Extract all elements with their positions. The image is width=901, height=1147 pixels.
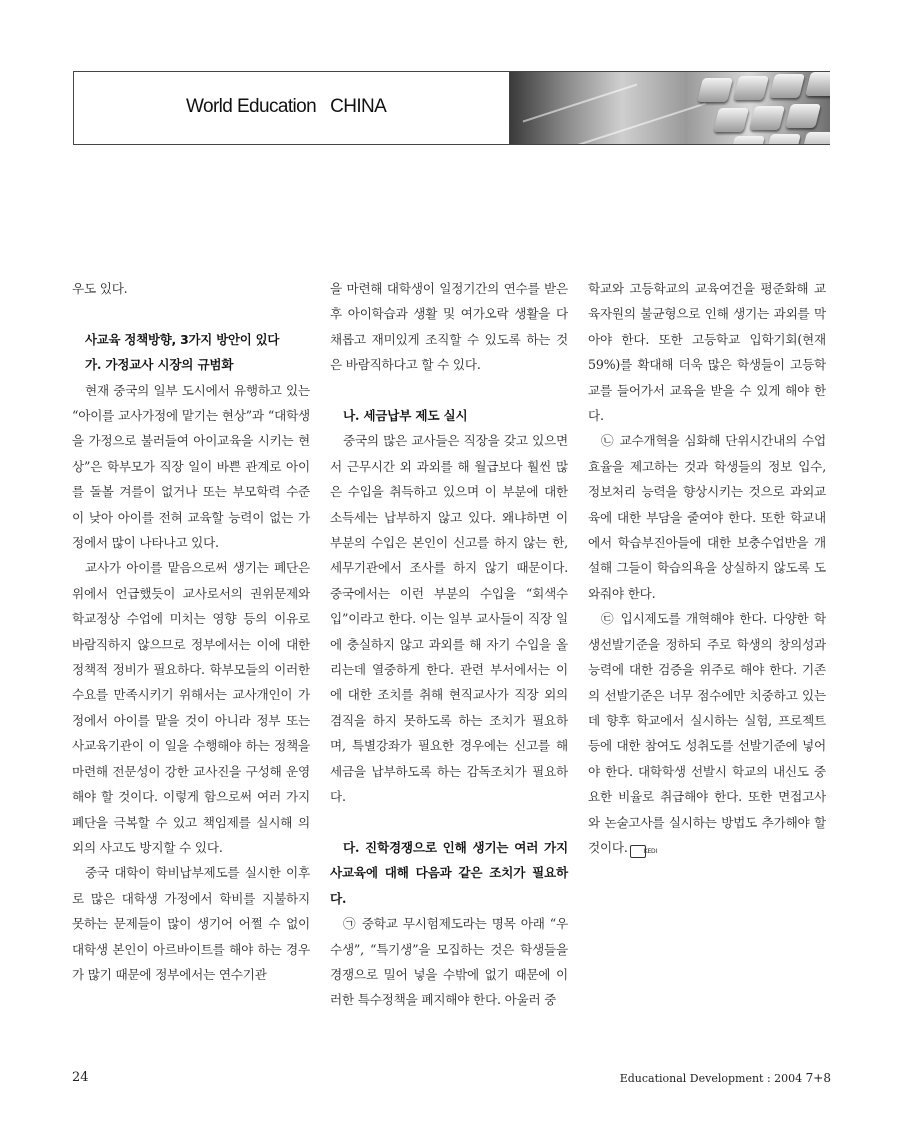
paragraph: 우도 있다.: [72, 281, 128, 296]
sub-heading: 가. 가정교사 시장의 규범화: [85, 357, 234, 373]
sub-heading: 다. 진학경쟁으로 인해 생기는 여러 가지 사교육에 대해 다음과 같은 조치가 필요하다.: [330, 839, 568, 906]
page-number: 24: [72, 1070, 89, 1085]
text-column-3: [588, 276, 826, 860]
end-mark-icon: KEDI: [630, 845, 646, 858]
paragraph: ㉠ 중학교 무시험제도라는 명목 아래 “우수생”, “특기생”을 모집하는 것은 학생들을 경쟁으로 밀어 넣을 수밖에 없기 때문에 이러한 특수정책을 폐지해야 한다. 아울러 중: [330, 916, 568, 1008]
paragraph: 현재 중국의 일부 도시에서 유행하고 있는 “아이를 교사가정에 맡기는 현상”과 “대학생을 가정으로 불러들여 아이교육을 시키는 현상”은 학부모가 직장 일이 바쁜 관계로 아이를 돌볼 겨를이 없거나 또는 부모학력 수준이 낮아 아이를 전혀 교육할 능력이 없는 가정에서 많이 나타나고 있다.: [72, 382, 310, 551]
paragraph: 학교와 고등학교의 교육여건을 평준화해 교육자원의 불균형으로 인해 생기는 과외를 막아야 한다. 또한 고등학교 입학기회(현재 59%)를 확대해 더욱 많은 학생들이 고등학교를 들어가서 교육을 받을 수 있게 해야 한다.: [588, 281, 826, 424]
text-column-1: [72, 276, 310, 987]
footer-publication: [620, 1071, 831, 1085]
publication-name: Educational Development : 2004: [619, 1072, 806, 1085]
section-heading: 사교육 정책방향, 3가지 방안이 있다: [85, 331, 280, 347]
paragraph: ㉡ 교수개혁을 심화해 단위시간내의 수업효율을 제고하는 것과 학생들의 정보 입수, 정보처리 능력을 향상시키는 것으로 과외교육에 대한 부담을 줄여야 한다. 또한 학교내에서 학습부진아들에 대한 보충수업반을 개설해 그들이 학습의욕을 상실하지 않도록 도와줘야 한다.: [588, 433, 826, 601]
paragraph: 교사가 아이를 맡음으로써 생기는 폐단은 위에서 언급했듯이 교사로서의 권위문제와 학교정상 수업에 미치는 영향 등의 이유로 바람직하지 않으므로 정부에서는 이에 대한 정책적 정비가 필요하다. 학부모들의 이러한 수요를 만족시키기 위해서는 교사개인이 가정에서 아이를 맡을 것이 아니라 정부 또는 사교육기관이 이 일을 수행해야 하는 정책을 마련해 전문성이 강한 교사진을 구성해 운영해야 할 것이다. 이렇게 함으로써 여러 가지 폐단을 극복할 수 있고 책임제를 실시해 의외의 사고도 방지할 수 있다.: [72, 560, 310, 855]
header-keyboard-image: [510, 71, 830, 145]
paragraph: 중국의 많은 교사들은 직장을 갖고 있으면서 근무시간 외 과외를 해 월급보다 훨씬 많은 수입을 취득하고 있으며 이 부분에 대한 소득세는 납부하지 않고 있다. 왜냐하면 이 부분의 수입은 본인이 신고를 하지 않는 한, 세무기관에서 조사를 하지 않기 때문이다. 중국에서는 이런 부분의 수입을 “회색수입”이라고 한다. 이는 일부 교사들이 직장 일에 충실하지 않고 과외를 해 자기 수입을 올리는데 열중하게 한다. 관련 부서에서는 이에 대한 조치를 취해 현직교사가 직장 외의 겸직을 하지 못하도록 하는 조치가 필요하며, 특별강좌가 필요한 경우에는 신고를 해 세금을 납부하도록 하는 감독조치가 필요하다.: [330, 433, 568, 805]
header-title-box: [73, 71, 510, 145]
text-column-2: [330, 276, 568, 1013]
paragraph: 을 마련해 대학생이 일정기간의 연수를 받은 후 아이학습과 생활 및 여가오락 생활을 다채롭고 재미있게 조직할 수 있도록 하는 것은 바람직하다고 할 수 있다.: [330, 281, 568, 373]
issue-number: 7+8: [805, 1071, 831, 1085]
paragraph: [588, 606, 826, 860]
paragraph-text: ㉢ 입시제도를 개혁해야 한다. 다양한 학생선발기준을 정하되 주로 학생의 창의성과 능력에 대한 검증을 위주로 해야 한다. 기존의 선발기준은 너무 점수에만 치중하고 있는데 향후 학교에서 실시하는 실험, 프로젝트 등에 대한 참여도 성취도를 선발기준에 넣어야 한다. 대학학생 선발시 학교의 내신도 중요한 비율로 취급해야 한다. 또한 면접고사와 논술고사를 실시하는 방법도 추가해야 할 것이다.: [588, 611, 826, 855]
paragraph: 중국 대학이 학비납부제도를 실시한 이후로 많은 대학생 가정에서 학비를 지불하지 못하는 문제들이 많이 생기어 어쩔 수 없이 대학생 본인이 아르바이트를 해야 하는 경우가 많기 때문에 정부에서는 연수기관: [72, 865, 310, 982]
sub-heading: 나. 세금납부 제도 실시: [343, 408, 468, 424]
header-title: World Education CHINA: [186, 96, 387, 117]
